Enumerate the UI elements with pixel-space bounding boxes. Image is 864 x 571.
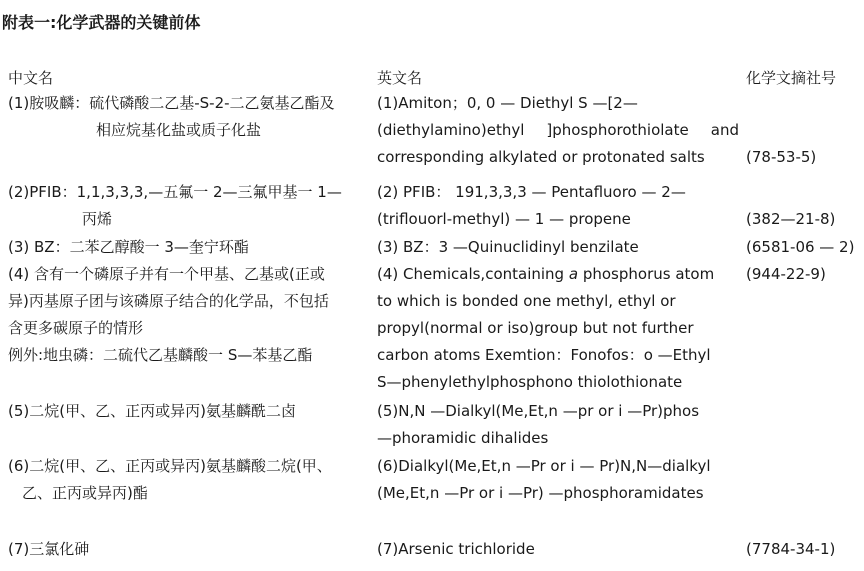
english-name-cell: (2) PFIB： 191,3,3,3 — Pentafluoro — 2— (triflouorl-methyl) — 1 — propene	[377, 183, 686, 228]
english-name-cell: (7)Arsenic trichloride	[377, 540, 535, 558]
english-name-cell: (3) BZ：3 —Quinuclidinyl benzilate	[377, 238, 639, 256]
cas-number-cell: (7784-34-1)	[746, 540, 836, 558]
header-cas-number: 化学文摘社号	[746, 69, 837, 87]
page-title: 附表一:化学武器的关键前体	[2, 13, 201, 32]
header-chinese-name: 中文名	[8, 69, 54, 87]
chinese-name-cell: (5)二烷(甲、乙、正丙或异丙)氨基麟酰二卤	[8, 402, 296, 420]
chinese-name-cell: (2)PFIB：1,1,3,3,3,—五氟一 2—三氟甲基一 1— 丙烯	[8, 183, 342, 228]
cas-number-cell: (6581-06 — 2)	[746, 238, 855, 256]
chinese-name-cell: (6)二烷(甲、乙、正丙或异丙)氨基麟酸二烷(甲、 乙、正丙或异丙)酯	[8, 457, 332, 502]
chinese-name-cell: (4) 含有一个磷原子并有一个甲基、乙基或(正或 异)丙基原子团与该磷原子结合的化学品，不包括 含更多碳原子的情形 例外:地虫磷：二硫代乙基麟酸一 S—苯基乙酯	[8, 265, 329, 364]
english-name-cell: (4) Chemicals,containing a phosphorus atom to which is bonded one methyl, ethyl or propyl(normal or iso)group but not further carbon atoms Exemtion：Fonofos：o —Ethyl S—phenylethylphosphono thiolothionate	[377, 265, 715, 391]
cas-number-cell: (382—21-8)	[746, 210, 836, 228]
english-name-cell: (6)Dialkyl(Me,Et,n —Pr or i — Pr)N,N—dialkyl (Me,Et,n —Pr or i —Pr) —phosphoramidates	[377, 457, 711, 502]
chinese-name-cell: (3) BZ：二苯乙醇酸一 3—奎宁环酯	[8, 238, 249, 256]
chinese-name-cell: (7)三氯化砷	[8, 540, 90, 558]
english-name-cell: (1)Amiton；0, 0 — Diethyl S —[2— (diethylamino)ethyl ]phosphorothiolate and corresponding alkylated or protonated salts	[377, 94, 739, 166]
cas-number-cell: (944-22-9)	[746, 265, 826, 283]
header-english-name: 英文名	[377, 69, 423, 87]
cas-number-cell: (78-53-5)	[746, 148, 817, 166]
english-name-cell: (5)N,N —Dialkyl(Me,Et,n —pr or i —Pr)phos —phoramidic dihalides	[377, 402, 700, 447]
chinese-name-cell: (1)胺吸麟：硫代磷酸二乙基-S-2-二乙氨基乙酯及 相应烷基化盐或质子化盐	[8, 94, 335, 139]
